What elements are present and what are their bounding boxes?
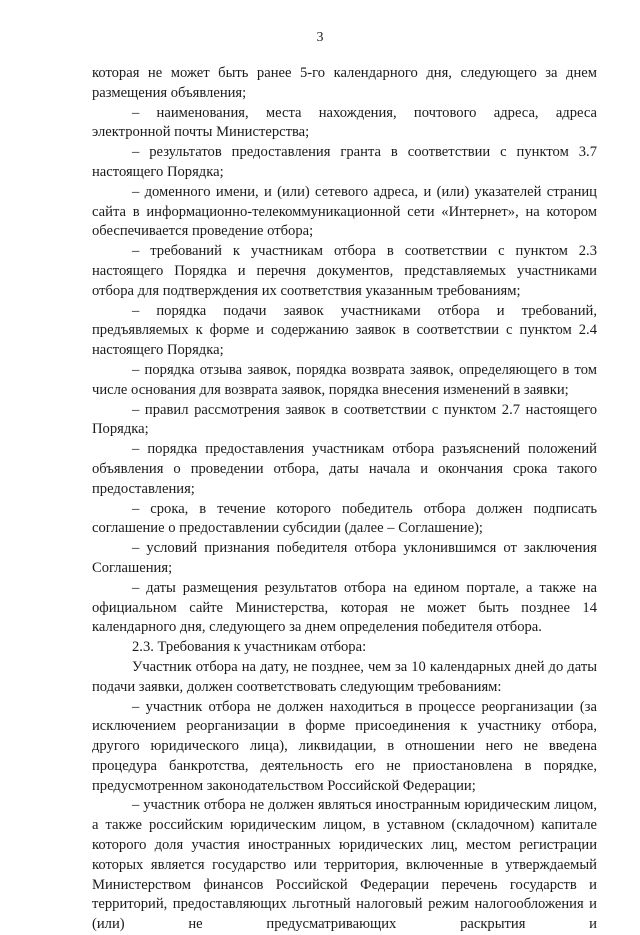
list-item: – участник отбора не должен находиться в процессе реорганизации (за исключением реорганизации в форме присоединения к участнику отбора, другого юридического лица), ликвидации, в отношении него не введена процедура банкротства, деятельность его не приостановлена в порядке, предусмотренном законодательством Российской Федерации;	[92, 698, 597, 794]
paragraph: Участник отбора на дату, не позднее, чем за 10 календарных дней до даты подачи заявки, должен соответствовать следующим требованиям:	[92, 658, 597, 695]
list-item: – наименования, места нахождения, почтового адреса, адреса электронной почты Министерства;	[92, 104, 597, 141]
list-item: – даты размещения результатов отбора на едином портале, а также на официальном сайте Министерства, которая не может быть позднее 14 календарного дня, следующего за днем определения победителя отбора.	[92, 579, 597, 636]
paragraph: которая не может быть ранее 5-го календарного дня, следующего за днем размещения объявления;	[92, 65, 597, 101]
list-item: – срока, в течение которого победитель отбора должен подписать соглашение о предоставлении субсидии (далее – Соглашение);	[92, 500, 597, 537]
list-item: – требований к участникам отбора в соответствии с пунктом 2.3 настоящего Порядка и перечня документов, представляемых участниками отбора для подтверждения их соответствия указанным требованиям;	[92, 243, 597, 299]
document-body	[92, 64, 597, 935]
page-number: 3	[316, 30, 324, 45]
list-item: – доменного имени, и (или) сетевого адреса, и (или) указателей страниц сайта в информационно-телекоммуникационной сети «Интернет», на котором обеспечивается проведение отбора;	[92, 183, 597, 240]
list-item: – участник отбора не должен являться иностранным юридическим лицом, а также российским юридическим лицом, в уставном (складочном) капитале которого доля участия иностранных юридических лиц, местом регистрации которых является государство или территория, включенные в утверждаемый Министерством финансов Российской Федерации перечень государств и территорий, предоставляющих льготный налоговый режим налогообложения и (или) не предусматривающих раскрытия и	[92, 797, 597, 933]
list-item: – порядка отзыва заявок, порядка возврата заявок, определяющего в том числе основания для возврата заявок, порядка внесения изменений в заявки;	[92, 361, 597, 398]
list-item: – условий признания победителя отбора уклонившимся от заключения Соглашения;	[92, 540, 597, 576]
list-item: – порядка подачи заявок участниками отбора и требований, предъявляемых к форме и содержанию заявок в соответствии с пунктом 2.4 настоящего Порядка;	[92, 302, 597, 359]
list-item: – результатов предоставления гранта в соответствии с пунктом 3.7 настоящего Порядка;	[92, 144, 597, 180]
list-item: – правил рассмотрения заявок в соответствии с пунктом 2.7 настоящего Порядка;	[92, 401, 597, 438]
list-item: – порядка предоставления участникам отбора разъяснений положений объявления о проведении отбора, даты начала и окончания срока такого предоставления;	[92, 441, 597, 497]
section-heading: 2.3. Требования к участникам отбора:	[132, 639, 367, 656]
